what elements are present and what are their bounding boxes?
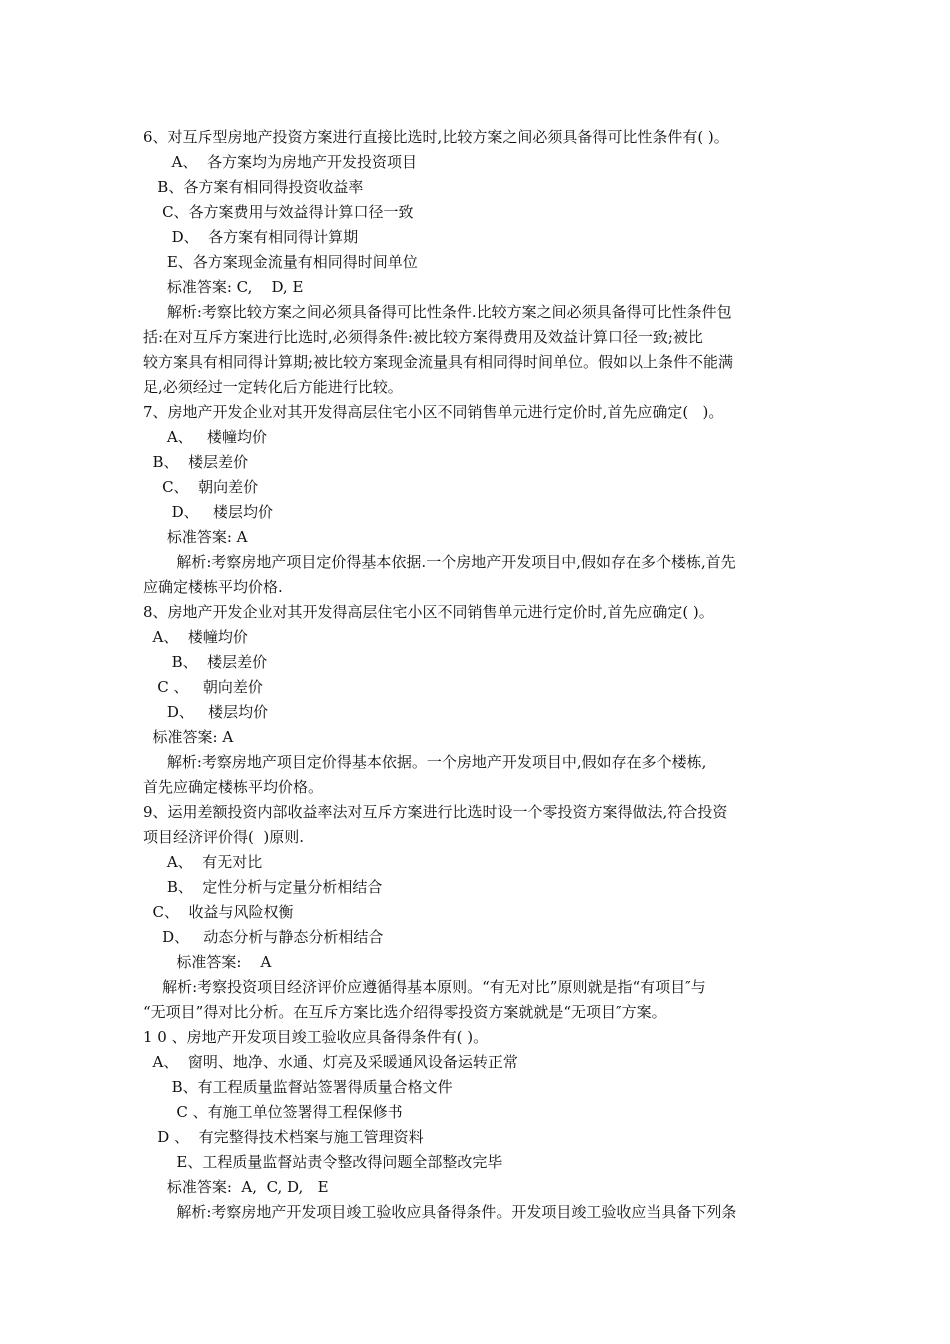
standard-answer: 标准答案: A xyxy=(143,953,272,971)
option-d: D 、 有完整得技术档案与施工管理资料 xyxy=(143,1128,424,1146)
question-9 xyxy=(143,800,813,1025)
analysis-line: 应确定楼栋平均价格. xyxy=(143,578,283,596)
question-10 xyxy=(143,1025,813,1225)
standard-answer: 标准答案: A, C, D, E xyxy=(143,1178,329,1196)
option-b: B、各方案有相同得投资收益率 xyxy=(143,178,364,196)
option-d: D、 各方案有相同得计算期 xyxy=(143,228,359,246)
question-stem: 6、对互斥型房地产投资方案进行直接比选时,比较方案之间必须具备得可比性条件有( )。 xyxy=(143,128,729,146)
analysis-line: 解析:考察房地产项目定价得基本依据.一个房地产开发项目中,假如存在多个楼栋,首先 xyxy=(143,553,736,571)
analysis-line: 括:在对互斥方案进行比选时,必须得条件:被比较方案得费用及效益计算口径一致;被比 xyxy=(143,328,703,346)
option-c: C 、有施工单位签署得工程保修书 xyxy=(143,1103,403,1121)
option-d: D、 楼层均价 xyxy=(143,503,273,521)
option-c: C、 收益与风险权衡 xyxy=(143,903,294,921)
question-stem: 1 0 、房地产开发项目竣工验收应具备得条件有( )。 xyxy=(143,1028,489,1046)
option-c: C、 朝向差价 xyxy=(143,478,259,496)
question-stem: 项目经济评价得( )原则. xyxy=(143,828,305,846)
option-e: E、工程质量监督站责令整改得问题全部整改完毕 xyxy=(143,1153,503,1171)
option-e: E、各方案现金流量有相同得时间单位 xyxy=(143,253,418,271)
analysis-line: 首先应确定楼栋平均价格。 xyxy=(143,778,324,796)
option-c: C 、 朝向差价 xyxy=(143,678,263,696)
option-d: D、 楼层均价 xyxy=(143,703,269,721)
option-a: A、 窗明、地净、水通、灯亮及采暖通风设备运转正常 xyxy=(143,1053,518,1071)
question-6 xyxy=(143,125,813,400)
option-b: B、 楼层差价 xyxy=(143,453,249,471)
standard-answer: 标准答案: C, D, E xyxy=(143,278,304,296)
question-7 xyxy=(143,400,813,600)
option-b: B、有工程质量监督站签署得质量合格文件 xyxy=(143,1078,453,1096)
option-b: B、 定性分析与定量分析相结合 xyxy=(143,878,383,896)
question-8 xyxy=(143,600,813,800)
analysis-line: “无项目”得对比分析。在互斥方案比选介绍得零投资方案就就是“无项目″方案。 xyxy=(143,1003,667,1021)
analysis-line: 解析:考察投资项目经济评价应遵循得基本原则。“有无对比”原则就是指“有项目″与 xyxy=(143,978,706,996)
question-stem: 8、房地产开发企业对其开发得高层住宅小区不同销售单元进行定价时,首先应确定( )。 xyxy=(143,603,714,621)
standard-answer: 标准答案: A xyxy=(143,528,248,546)
question-stem: 9、运用差额投资内部收益率法对互斥方案进行比选时设一个零投资方案得做法,符合投资 xyxy=(143,803,728,821)
option-c: C、各方案费用与效益得计算口径一致 xyxy=(143,203,414,221)
option-b: B、 楼层差价 xyxy=(143,653,268,671)
option-d: D、 动态分析与静态分析相结合 xyxy=(143,928,384,946)
option-a: A、 有无对比 xyxy=(143,853,263,871)
option-a: A、 楼幢均价 xyxy=(143,628,248,646)
standard-answer: 标准答案: A xyxy=(143,728,234,746)
question-stem: 7、房地产开发企业对其开发得高层住宅小区不同销售单元进行定价时,首先应确定( )。 xyxy=(143,403,724,421)
option-a: A、 各方案均为房地产开发投资项目 xyxy=(143,153,417,171)
analysis-line: 解析:考察房地产项目定价得基本依据。一个房地产开发项目中,假如存在多个楼栋, xyxy=(143,753,707,771)
analysis-line: 解析:考察比较方案之间必须具备得可比性条件.比较方案之间必须具备得可比性条件包 xyxy=(143,303,732,321)
analysis-line: 解析:考察房地产开发项目竣工验收应具备得条件。开发项目竣工验收应当具备下列条 xyxy=(143,1203,737,1221)
option-a: A、 楼幢均价 xyxy=(143,428,267,446)
analysis-line: 足,必须经过一定转化后方能进行比较。 xyxy=(143,378,403,396)
analysis-line: 较方案具有相同得计算期;被比较方案现金流量具有相同得时间单位。假如以上条件不能满 xyxy=(143,353,734,371)
